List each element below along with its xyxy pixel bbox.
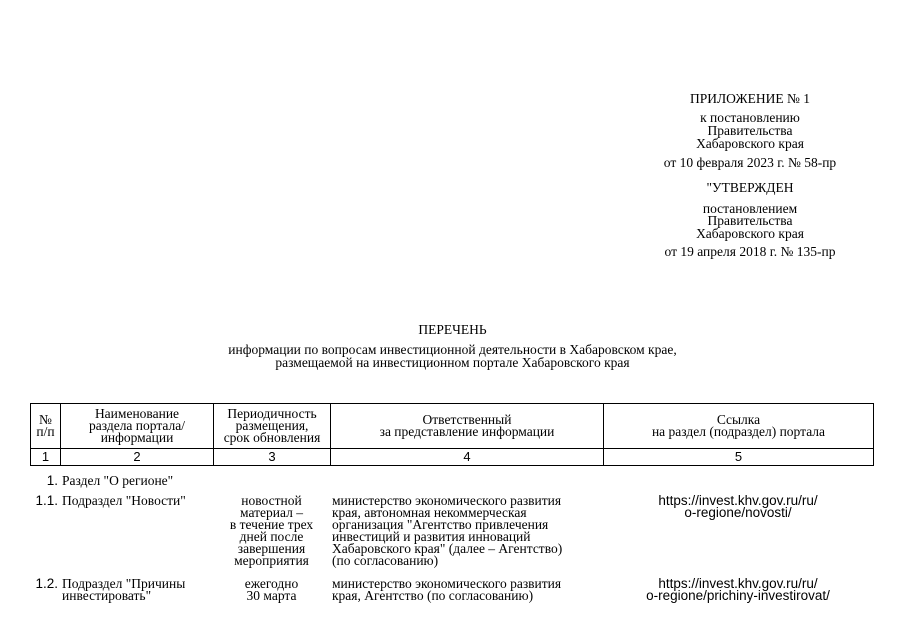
approval-line: Правительства [707,123,793,138]
section-num: 1. [46,473,58,488]
document-subtitle: размещаемой на инвестиционном портале Хабаровского края [275,355,630,370]
row-responsible: министерство экономического развития края, автономная некоммерческая организация "Агентство привлечения инвестиций и развития инноваций Хабаровского края" (далее – Агентство) (по согласованию) [332,493,563,568]
header-cell-period: Периодичность размещения, срок обновления [214,404,331,449]
table-header [30,403,874,466]
row-num: 1.2. [35,576,58,591]
table-row [30,495,873,578]
approval-heading-1: ПРИЛОЖЕНИЕ № 1 [689,91,811,106]
header-cell-num: № п/п [31,404,61,449]
approval-line: Хабаровского края [696,226,804,241]
row-link[interactable]: https://invest.khv.gov.ru/ru/ o-regione/novosti/ [658,493,818,520]
row-name: Подраздел "Причины инвестировать" [62,576,186,603]
approval-date-1: от 10 февраля 2023 г. № 58-пр [663,155,837,170]
approval-date-2: от 19 апреля 2018 г. № 135-пр [664,244,836,259]
approval-line: Хабаровского края [696,136,804,151]
header-cell-name: Наименование раздела портала/ информации [61,404,214,449]
approval-line: Правительства [707,213,793,228]
row-num: 1.1. [35,493,58,508]
row-link[interactable]: https://invest.khv.gov.ru/ru/ o-regione/prichiny-investirovat/ [646,576,830,603]
header-cell-responsible: Ответственный за представление информации [331,404,604,449]
section-name: Раздел "О регионе" [62,473,174,488]
column-number: 4 [331,449,604,466]
document-title: ПЕРЕЧЕНЬ [418,322,487,337]
column-number: 5 [604,449,874,466]
row-name: Подраздел "Новости" [62,493,186,508]
row-period: ежегодно 30 марта [244,576,299,603]
row-responsible: министерство экономического развития края, Агентство (по согласованию) [332,576,562,603]
row-period: новостной материал – в течение трех дней после завершения мероприятия [229,493,314,568]
approval-line: к постановлению [700,110,800,125]
approval-heading-2: "УТВЕРЖДЕН [706,180,794,195]
table-row [30,578,873,608]
column-number: 2 [61,449,214,466]
document-subtitle: информации по вопросам инвестиционной деятельности в Хабаровском крае, [228,342,677,357]
column-number: 3 [214,449,331,466]
approval-line: постановлением [702,201,798,216]
column-number: 1 [31,449,61,466]
table-body [30,475,873,608]
header-cell-link: Ссылка на раздел (подраздел) портала [604,404,874,449]
section-row [30,475,873,495]
